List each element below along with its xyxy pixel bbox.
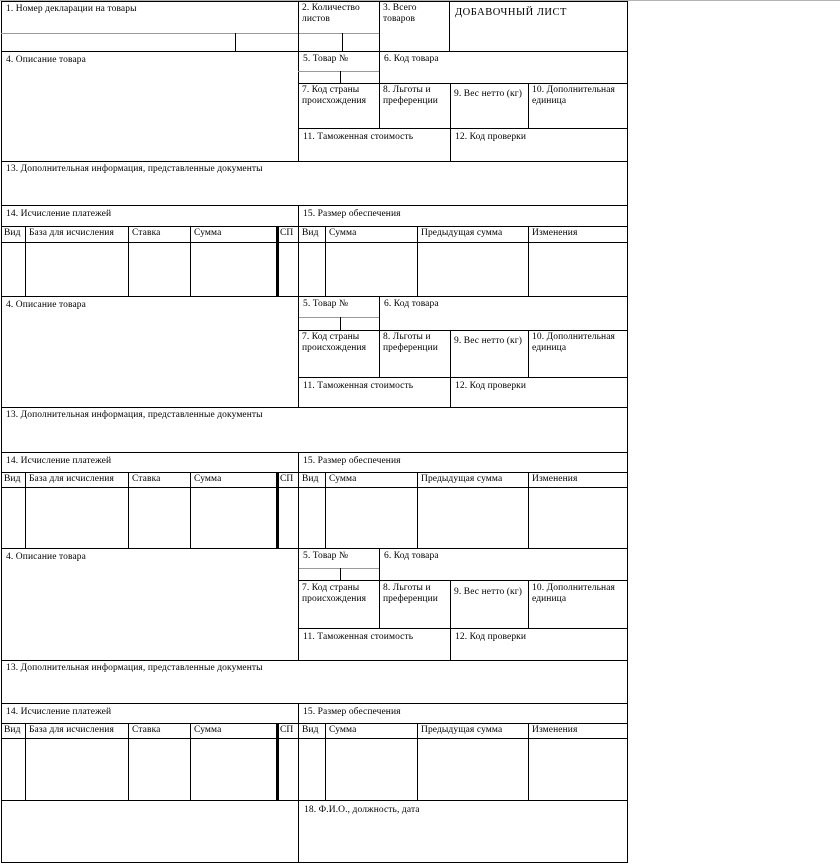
sheet-title: ДОБАВОЧНЫЙ ЛИСТ	[455, 7, 567, 18]
grid-line	[25, 472, 26, 548]
box3-total-goods-label: 3. Всего товаров	[383, 3, 417, 24]
grid-line	[298, 377, 628, 378]
grid-line	[298, 317, 379, 318]
col-changes-label: Изменения	[532, 725, 578, 735]
box5-goods-number-label: 5. Товар №	[303, 54, 349, 64]
box14-payments-label: 14. Исчисление платежей	[6, 456, 112, 466]
box7-origin-country-label: 7. Код страны происхождения	[302, 583, 367, 604]
grid-line	[450, 377, 451, 407]
box12-check-code-label: 12. Код проверки	[455, 381, 527, 391]
box15-security-label: 15. Размер обеспечения	[303, 707, 401, 717]
grid-line	[1, 472, 628, 473]
grid-line	[528, 723, 529, 800]
col-prev-amount-label: Предыдущая сумма	[421, 228, 503, 238]
grid-line	[298, 205, 299, 296]
grid-line	[1, 51, 628, 52]
grid-line	[1, 800, 628, 801]
box9-net-weight-label: 9. Вес нетто (кг)	[454, 587, 523, 597]
grid-line	[1, 862, 628, 863]
grid-line	[1, 703, 628, 704]
col-prev-amount-label: Предыдущая сумма	[421, 474, 503, 484]
col-sec-type-label: Вид	[302, 725, 319, 735]
grid-line	[298, 71, 379, 72]
grid-line	[1, 1, 628, 2]
box11-customs-value-label: 11. Таможенная стоимость	[303, 632, 414, 642]
col-changes-label: Изменения	[532, 474, 578, 484]
grid-line	[128, 226, 129, 296]
grid-line	[1, 407, 628, 408]
col-sec-amount-label: Сумма	[329, 474, 357, 484]
col-type-label: Вид	[4, 725, 21, 735]
grid-line	[298, 330, 628, 331]
box13-additional-info-label: 13. Дополнительная информация, представленные документы	[6, 663, 263, 673]
grid-line	[417, 226, 418, 296]
box8-preferences-label: 8. Льготы и преференции	[383, 85, 438, 106]
box18-signature-label: 18. Ф.И.О., должность, дата	[304, 805, 420, 815]
col-base-label: База для исчисления	[29, 228, 114, 238]
grid-line	[325, 472, 326, 548]
grid-line	[1, 226, 628, 227]
grid-line	[1, 660, 628, 661]
grid-line	[450, 628, 451, 660]
col-base-label: База для исчисления	[29, 474, 114, 484]
box12-check-code-label: 12. Код проверки	[455, 132, 527, 142]
box11-customs-value-label: 11. Таможенная стоимость	[303, 132, 414, 142]
col-sec-amount-label: Сумма	[329, 228, 357, 238]
grid-line	[1, 205, 628, 206]
grid-line	[1, 161, 628, 162]
col-prev-amount-label: Предыдущая сумма	[421, 725, 503, 735]
grid-line	[379, 1, 380, 128]
grid-line	[1, 738, 628, 739]
col-type-label: Вид	[4, 228, 21, 238]
grid-line	[190, 472, 191, 548]
box5-goods-number-label: 5. Товар №	[303, 299, 349, 309]
col-sp-label: СП	[280, 228, 294, 238]
grid-line	[379, 296, 380, 377]
col-sec-type-label: Вид	[302, 228, 319, 238]
box10-additional-unit-label: 10. Дополнительная единица	[532, 85, 616, 106]
grid-line	[298, 800, 299, 862]
box10-additional-unit-label: 10. Дополнительная единица	[532, 583, 616, 604]
box2-sheet-count-label: 2. Количество листов	[302, 3, 360, 24]
box4-goods-description-label: 4. Описание товара	[6, 552, 86, 562]
box8-preferences-label: 8. Льготы и преференции	[383, 583, 438, 604]
grid-line	[379, 548, 380, 628]
col-rate-label: Ставка	[132, 474, 161, 484]
grid-line	[325, 723, 326, 800]
col-sp-label: СП	[280, 725, 294, 735]
grid-line	[450, 128, 451, 161]
box7-origin-country-label: 7. Код страны происхождения	[302, 332, 367, 353]
box15-security-label: 15. Размер обеспечения	[303, 209, 401, 219]
box1-declaration-number-label: 1. Номер декларации на товары	[6, 4, 137, 14]
grid-line	[190, 723, 191, 800]
box14-payments-label: 14. Исчисление платежей	[6, 707, 112, 717]
grid-line	[1, 487, 628, 488]
grid-line	[1, 548, 628, 549]
box5-goods-number-label: 5. Товар №	[303, 551, 349, 561]
grid-line	[1, 242, 628, 243]
box12-check-code-label: 12. Код проверки	[455, 632, 527, 642]
grid-line	[298, 548, 299, 660]
grid-line	[342, 33, 343, 51]
box10-additional-unit-label: 10. Дополнительная единица	[532, 332, 616, 353]
grid-line	[417, 472, 418, 548]
grid-line	[340, 317, 341, 330]
col-rate-label: Ставка	[132, 725, 161, 735]
grid-line	[298, 83, 628, 84]
box4-goods-description-label: 4. Описание товара	[6, 55, 86, 65]
grid-line	[298, 580, 628, 581]
col-rate-label: Ставка	[132, 228, 161, 238]
grid-line	[25, 723, 26, 800]
box11-customs-value-label: 11. Таможенная стоимость	[303, 381, 414, 391]
grid-line	[298, 703, 299, 800]
box13-additional-info-label: 13. Дополнительная информация, представленные документы	[6, 410, 263, 420]
col-base-label: База для исчисления	[29, 725, 114, 735]
grid-line	[340, 568, 341, 580]
box7-origin-country-label: 7. Код страны происхождения	[302, 85, 367, 106]
col-type-label: Вид	[4, 474, 21, 484]
grid-line	[276, 472, 279, 548]
grid-line	[1, 1, 2, 863]
grid-line	[450, 580, 451, 628]
grid-line	[1, 723, 628, 724]
grid-line	[276, 723, 279, 800]
grid-line	[340, 71, 341, 83]
grid-line	[298, 452, 299, 548]
grid-line	[298, 568, 379, 569]
grid-line	[1, 296, 628, 297]
grid-line	[298, 128, 628, 129]
box6-goods-code-label: 6. Код товара	[384, 551, 439, 561]
grid-line	[325, 226, 326, 296]
grid-line	[449, 1, 450, 51]
grid-line	[298, 1, 299, 161]
grid-line	[276, 226, 279, 296]
grid-line	[25, 226, 26, 296]
box9-net-weight-label: 9. Вес нетто (кг)	[454, 89, 523, 99]
col-amount-label: Сумма	[194, 474, 222, 484]
grid-line	[190, 226, 191, 296]
grid-line	[298, 628, 628, 629]
col-amount-label: Сумма	[194, 228, 222, 238]
grid-line	[627, 1, 628, 863]
grid-line	[450, 83, 451, 128]
col-changes-label: Изменения	[532, 228, 578, 238]
box8-preferences-label: 8. Льготы и преференции	[383, 332, 438, 353]
box15-security-label: 15. Размер обеспечения	[303, 456, 401, 466]
box6-goods-code-label: 6. Код товара	[384, 54, 439, 64]
grid-line	[450, 330, 451, 377]
grid-line	[528, 83, 529, 128]
col-amount-label: Сумма	[194, 725, 222, 735]
grid-line	[528, 580, 529, 628]
grid-line	[1, 33, 379, 34]
grid-line	[528, 330, 529, 377]
col-sec-amount-label: Сумма	[329, 725, 357, 735]
box6-goods-code-label: 6. Код товара	[384, 299, 439, 309]
box13-additional-info-label: 13. Дополнительная информация, представленные документы	[6, 164, 263, 174]
box14-payments-label: 14. Исчисление платежей	[6, 209, 112, 219]
box9-net-weight-label: 9. Вес нетто (кг)	[454, 336, 523, 346]
grid-line	[528, 226, 529, 296]
grid-line	[128, 723, 129, 800]
grid-line	[298, 296, 299, 407]
box4-goods-description-label: 4. Описание товара	[6, 300, 86, 310]
col-sp-label: СП	[280, 474, 294, 484]
grid-line	[417, 723, 418, 800]
grid-line	[235, 33, 236, 51]
grid-line	[128, 472, 129, 548]
grid-line	[528, 472, 529, 548]
col-sec-type-label: Вид	[302, 474, 319, 484]
grid-line	[1, 452, 628, 453]
